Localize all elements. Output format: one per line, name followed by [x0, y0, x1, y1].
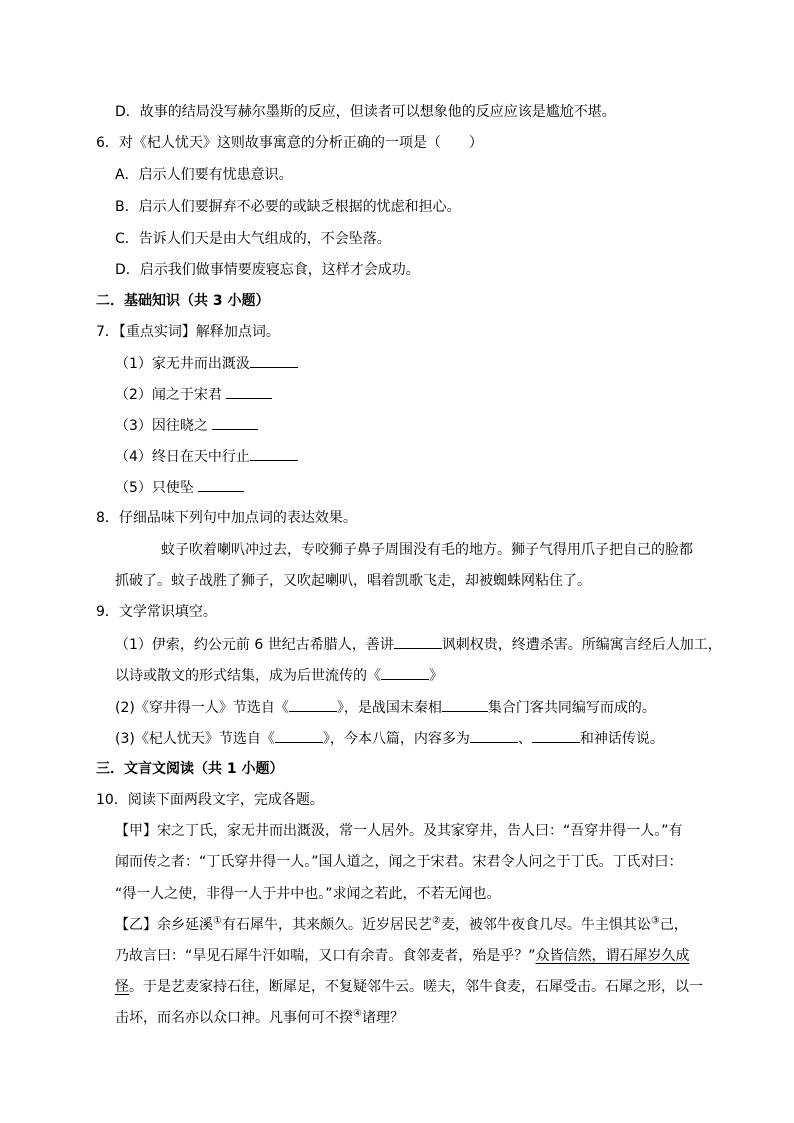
underlined-sentence: 怪: [115, 979, 129, 995]
q5-option-d: D．故事的结局没写赫尔墨斯的反应，但读者可以想象他的反应应该是尴尬不堪。: [115, 104, 616, 120]
question-6: 6．对《杞人忧天》这则故事寓意的分析正确的一项是（ ）: [96, 135, 483, 151]
footnote-marker: ④: [353, 1008, 362, 1020]
passage-yi-line-1: 【乙】余乡延溪①有石犀牛，其来颇久。近岁居民艺②麦，被邻牛夜食几尽。牛主惧其讼③己，: [115, 915, 688, 933]
passage-yi-line-4: 击坏，而名亦以众口神。凡事何可不揆④诸理？: [115, 1008, 404, 1026]
q6-option-a: A．启示人们要有忧患意识。: [115, 167, 293, 183]
question-9: 9．文学常识填空。: [96, 604, 217, 620]
footnote-marker: ①: [213, 915, 222, 927]
q8-passage-line-1: 蚊子吹着喇叭冲过去，专咬狮子鼻子周围没有毛的地方。狮子气得用爪子把自己的脸都: [161, 542, 693, 558]
answer-blank[interactable]: [289, 697, 337, 712]
answer-blank[interactable]: [394, 634, 442, 649]
answer-blank[interactable]: [250, 446, 298, 461]
q6-option-d: D．启示我们做事情要废寝忘食，这样才会成功。: [115, 262, 420, 278]
passage-jia-line-1: 【甲】宋之丁氏，家无井而出溉汲，常一人居外。及其家穿井，告人曰：“吾穿井得一人。”有: [115, 823, 683, 839]
q7-item-3: （3）因往晓之: [115, 415, 258, 436]
section-2-heading: 二．基础知识（共 3 小题）: [96, 293, 270, 309]
q9-item-3: (3)《杞人忧天》节选自《 》，今本八篇，内容多为 、 和神话传说。: [115, 728, 664, 749]
passage-yi-line-2: 乃故言曰：“旱见石犀牛汗如喘，又口有余青。食邻麦者，殆是乎？”众皆信然，谓石犀岁久成: [115, 948, 690, 964]
footnote-marker: ③: [650, 915, 660, 927]
question-10: 10．阅读下面两段文字，完成各题。: [96, 792, 324, 808]
q6-option-b: B．启示人们要摒弃不必要的或缺乏根据的忧虑和担心。: [115, 199, 461, 215]
q7-item-4: （4）终日在天中行止: [115, 446, 298, 467]
q8-passage-line-2: 抓破了。蚊子战胜了狮子，又吹起喇叭，唱着凯歌飞走，却被蜘蛛网粘住了。: [115, 573, 591, 589]
answer-blank[interactable]: [250, 353, 298, 368]
underlined-sentence: 众皆信然，谓石犀岁久成: [535, 948, 690, 964]
q9-item-2: (2)《穿井得一人》节选自《 》，是战国末秦相 集合门客共同编写而成的。: [115, 697, 656, 718]
question-7: 7．【重点实词】解释加点词。: [96, 324, 280, 340]
answer-blank[interactable]: [470, 728, 518, 743]
answer-blank[interactable]: [532, 728, 580, 743]
answer-blank[interactable]: [226, 384, 272, 399]
answer-blank[interactable]: [275, 728, 323, 743]
question-8: 8．仔细品味下列句中加点词的表达效果。: [96, 510, 357, 526]
passage-yi-line-3: 怪。于是艺麦家持石往，断犀足，不复疑邻牛云。嗟夫，邻牛食麦，石犀受击。石犀之形，以一: [115, 979, 703, 995]
answer-blank[interactable]: [198, 477, 244, 492]
q7-item-5: （5）只使坠: [115, 477, 244, 498]
footnote-marker: ②: [431, 915, 441, 927]
q7-item-2: （2）闻之于宋君: [115, 384, 272, 405]
answer-blank[interactable]: [381, 665, 429, 680]
passage-jia-line-2: 闻而传之者：“丁氏穿井得一人。”国人道之，闻之于宋君。宋君令人问之于丁氏。丁氏对曰：: [115, 854, 683, 870]
passage-jia-line-3: “得一人之使，非得一人于井中也。”求闻之若此，不若无闻也。: [115, 886, 501, 902]
q6-option-c: C．告诉人们天是由大气组成的，不会坠落。: [115, 231, 391, 247]
q9-item-1-line-1: （1）伊索，约公元前 6 世纪古希腊人，善讲 讽刺权贵，终遭杀害。所编寓言经后人加工，: [115, 634, 722, 655]
q7-item-1: （1）家无井而出溉汲: [115, 353, 298, 374]
section-3-heading: 三．文言文阅读（共 1 小题）: [96, 761, 284, 777]
answer-blank[interactable]: [212, 415, 258, 430]
q9-item-1-line-2: 以诗或散文的形式结集，成为后世流传的《 》: [115, 665, 443, 686]
answer-blank[interactable]: [442, 697, 488, 712]
